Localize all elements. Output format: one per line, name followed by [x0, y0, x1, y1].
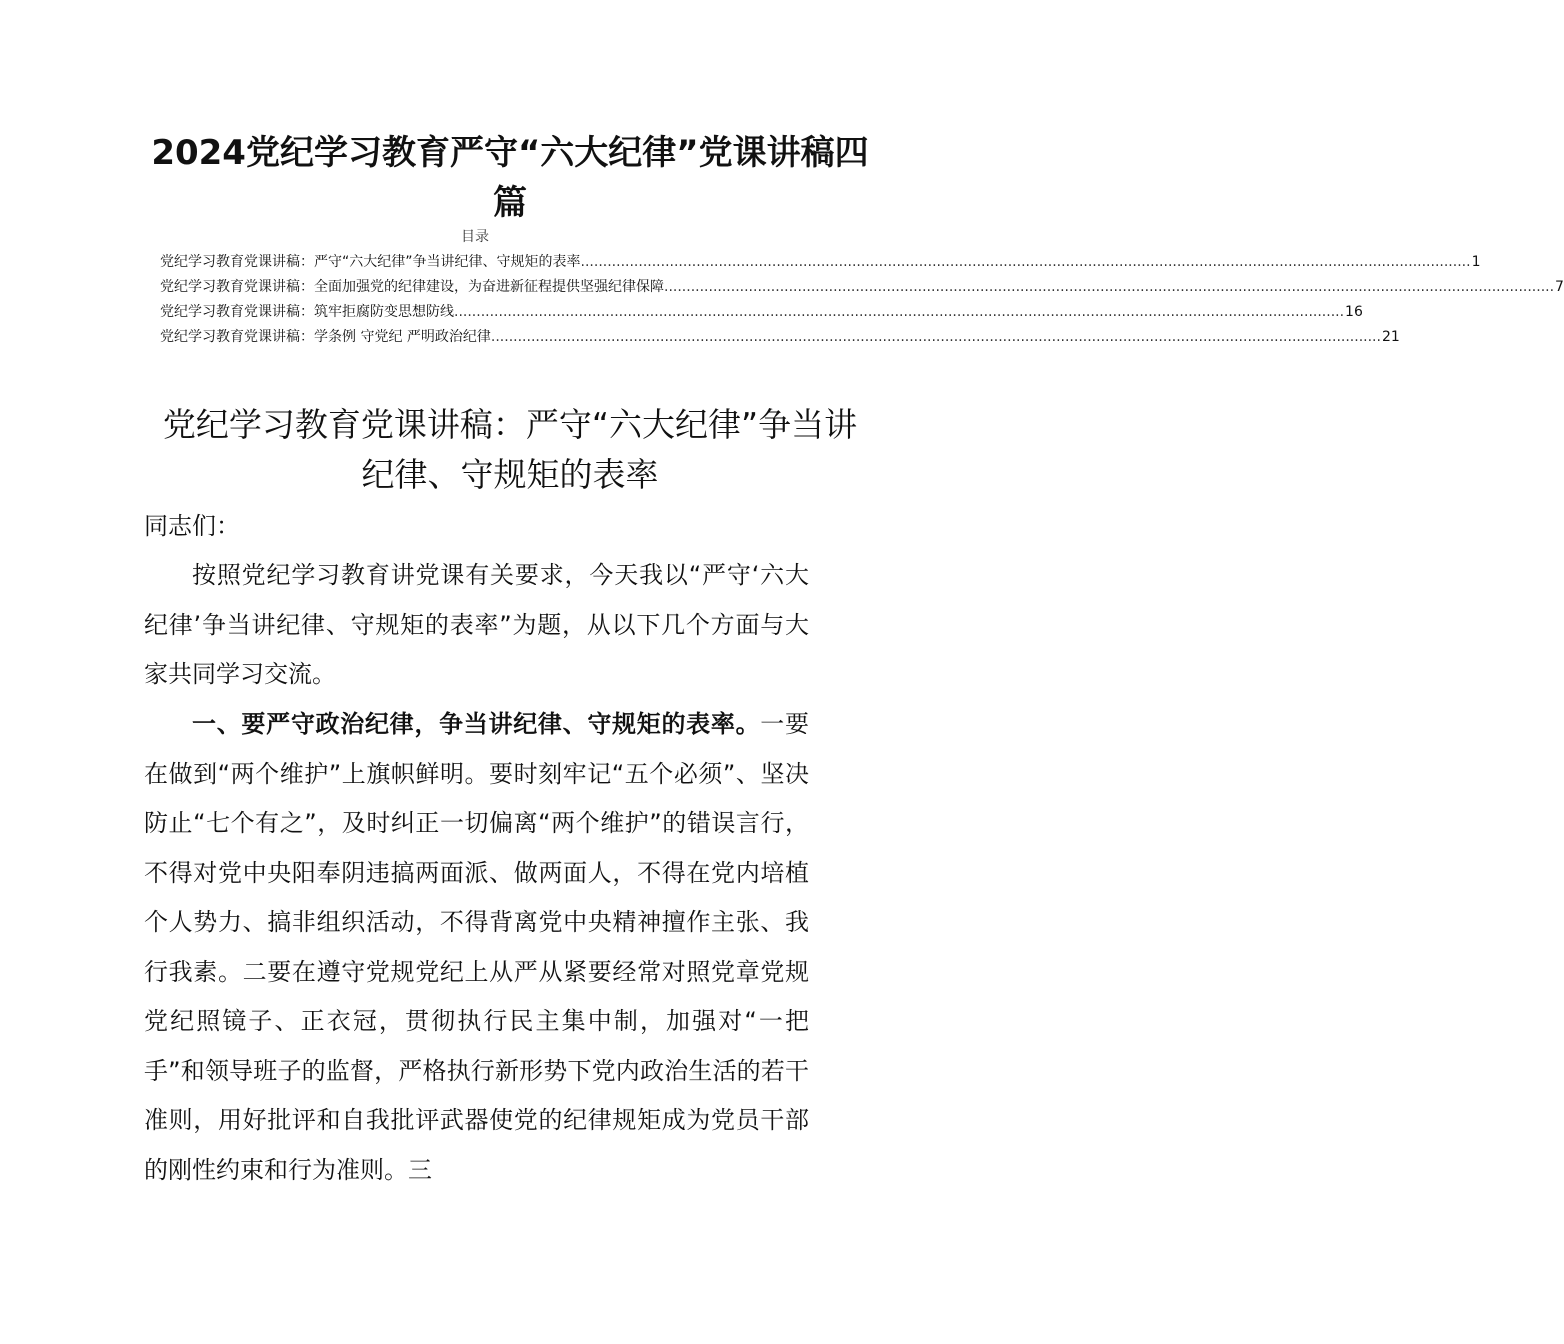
toc-entry-title: 党纪学习教育党课讲稿：筑牢拒腐防变思想防线: [160, 304, 454, 320]
paragraph-body-text: 一要在做到“两个维护”上旗帜鲜明。要时刻牢记“五个必须”、坚决防止“七个有之”，及时纠正一切偏离“两个维护”的错误言行，不得对党中央阳奉阴违搞两面派、做两面人，不得在党内培植个人势力、搞非组织活动，不得背离党中央精神擅作主张、我行我素。二要在遵守党规党纪上从严从紧要经常对照党章党规党纪照镜子、正衣冠，贯彻执行民主集中制，加强对“一把手”和领导班子的监督，严格执行新形势下党内政治生活的若干准则，用好批评和自我批评武器使党的纪律规矩成为党员干部的刚性约束和行为准则。三: [144, 710, 810, 1184]
toc-entry-title: 党纪学习教育党课讲稿：学条例 守党纪 严明政治纪律: [160, 329, 491, 345]
toc-entry[interactable]: [160, 252, 1481, 277]
body-paragraph: [144, 700, 809, 1195]
toc-entry-title: 党纪学习教育党课讲稿：严守“六大纪律”争当讲纪律、守规矩的表率: [160, 254, 581, 270]
salutation: 同志们：: [144, 512, 240, 540]
toc-entry[interactable]: [160, 277, 1564, 302]
document-title: 2024党纪学习教育严守“六大纪律”党课讲稿四篇: [151, 133, 869, 223]
toc-heading: 目录: [461, 229, 489, 245]
paragraph-lead-heading: 一、要严守政治纪律，争当讲纪律、守规矩的表率。: [192, 710, 761, 738]
section-title: 党纪学习教育党课讲稿：严守“六大纪律”争当讲纪律、守规矩的表率: [162, 405, 858, 494]
toc-entry-page: 16: [1345, 304, 1363, 320]
toc-leader-dots: ........................................................................................................................................................................................................: [490, 329, 1381, 345]
toc-entry-page: 1: [1471, 254, 1481, 270]
toc-entry[interactable]: [160, 302, 1363, 327]
toc-leader-dots: ........................................................................................................................................................................................................: [580, 254, 1471, 270]
toc-entry[interactable]: [160, 327, 1400, 352]
toc-leader-dots: ........................................................................................................................................................................................................: [664, 279, 1555, 295]
table-of-contents: [160, 252, 1564, 352]
toc-entry-page: 7: [1555, 279, 1564, 295]
toc-entry-title: 党纪学习教育党课讲稿：全面加强党的纪律建设，为奋进新征程提供坚强纪律保障: [160, 279, 664, 295]
toc-leader-dots: ........................................................................................................................................................................................................: [454, 304, 1345, 320]
toc-entry-page: 21: [1381, 329, 1400, 345]
body-paragraph: 按照党纪学习教育讲党课有关要求，今天我以“严守‘六大纪律’争当讲纪律、守规矩的表率”为题，从以下几个方面与大家共同学习交流。: [144, 561, 809, 688]
